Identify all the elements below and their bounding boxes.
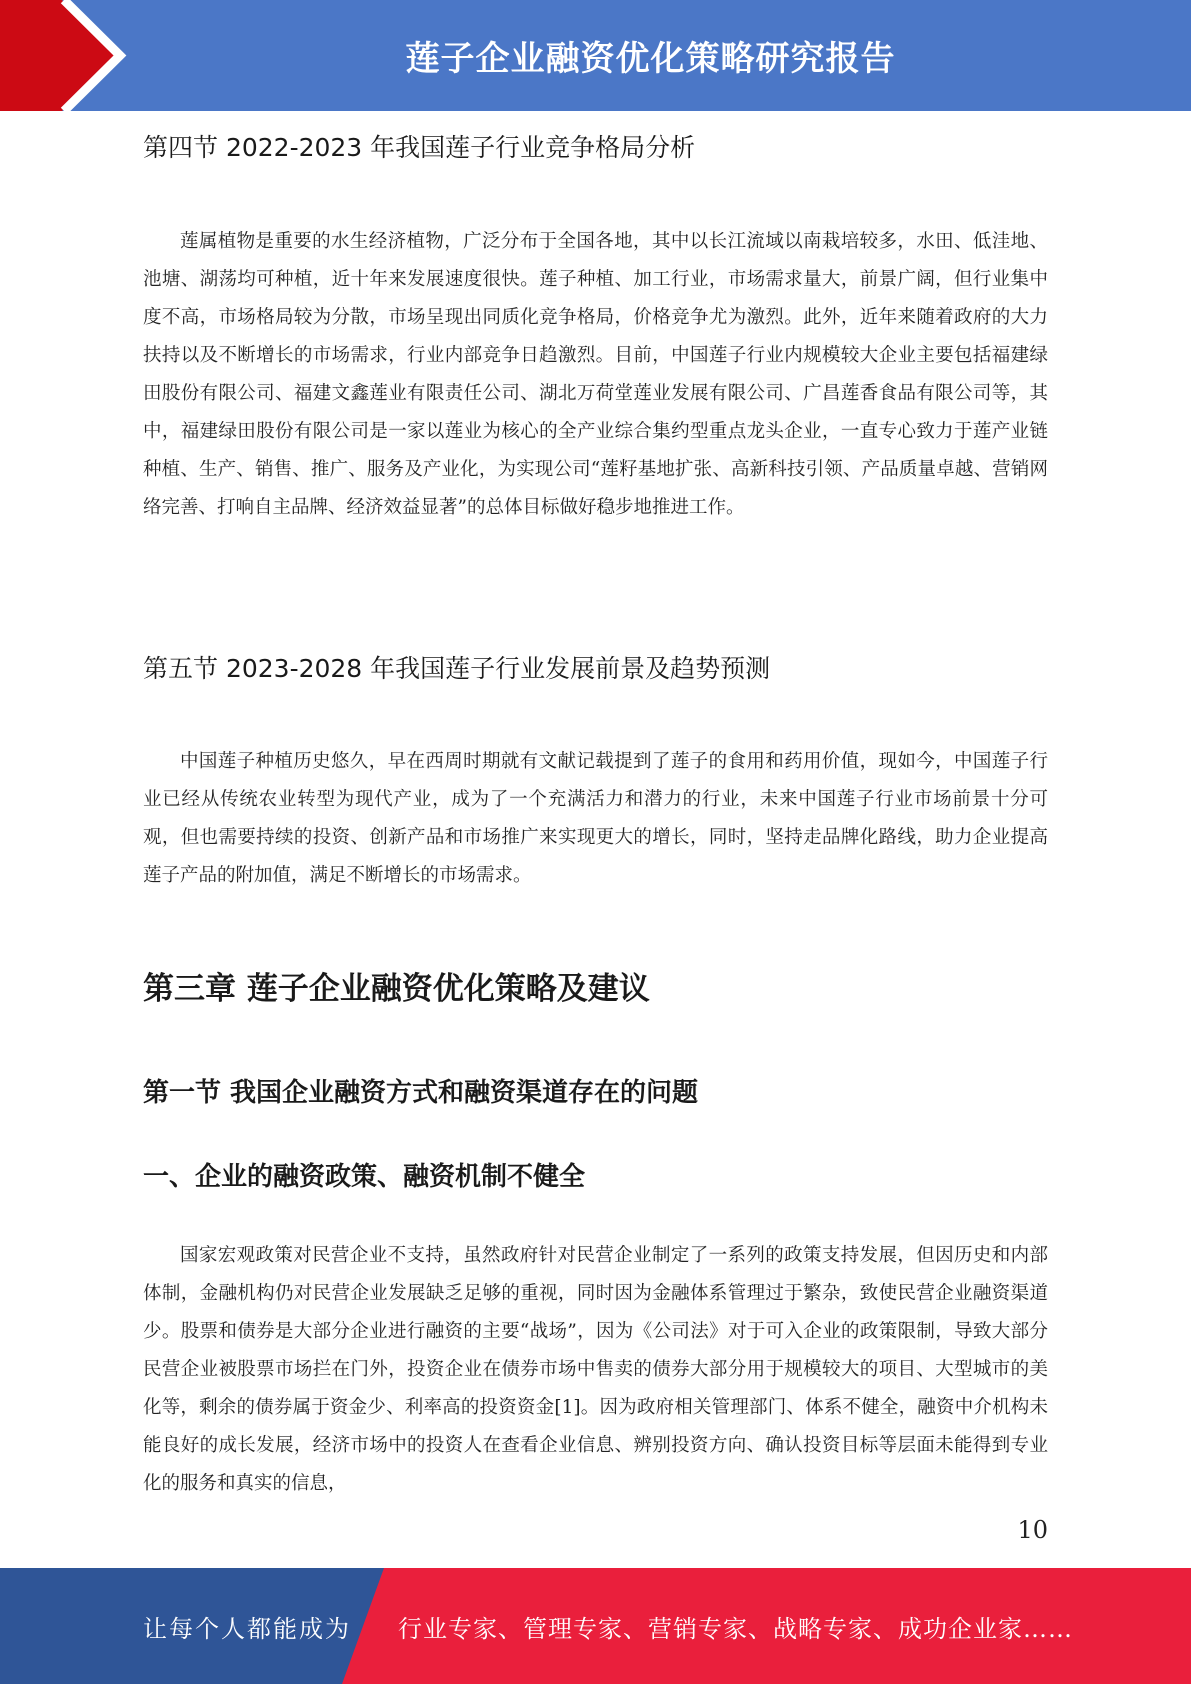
subsection-1-paragraph: 国家宏观政策对民营企业不支持，虽然政府针对民营企业制定了一系列的政策支持发展，但因历史和内部体制，金融机构仍对民营企业发展缺乏足够的重视，同时因为金融体系管理过于繁杂，致使民营企业融资渠道少。股票和债券是大部分企业进行融资的主要“战场”，因为《公司法》对于可入企业的政策限制，导致大部分民营企业被股票市场拦在门外，投资企业在债券市场中售卖的债券大部分用于规模较大的项目、大型城市的美化等，剩余的债券属于资金少、利率高的投资资金[1]。因为政府相关管理部门、体系不健全，融资中介机构未能良好的成长发展，经济市场中的投资人在查看企业信息、辨别投资方向、确认投资目标等层面未能得到专业化的服务和真实的信息，	[143, 1245, 1048, 1494]
section-5-paragraph: 中国莲子种植历史悠久，早在西周时期就有文献记载提到了莲子的食用和药用价值，现如今，中国莲子行业已经从传统农业转型为现代产业，成为了一个充满活力和潜力的行业，未来中国莲子行业市场前景十分可观，但也需要持续的投资、创新产品和市场推广来实现更大的增长，同时，坚持走品牌化路线，助力企业提高莲子产品的附加值，满足不断增长的市场需求。	[143, 751, 1048, 886]
page-number: 10	[1017, 1516, 1048, 1544]
section-4-heading: 第四节 2022-2023 年我国莲子行业竞争格局分析	[143, 133, 696, 162]
chapter-3-section-1-heading: 第一节 我国企业融资方式和融资渠道存在的问题	[143, 1078, 699, 1108]
section-5-heading: 第五节 2023-2028 年我国莲子行业发展前景及趋势预测	[143, 654, 771, 683]
subsection-1-heading: 一、企业的融资政策、融资机制不健全	[143, 1162, 586, 1192]
page-header	[0, 0, 1191, 111]
footer-slogan-right: 行业专家、管理专家、营销专家、战略专家、成功企业家……	[398, 1614, 1073, 1643]
header-red-arrow-icon	[0, 0, 150, 111]
footer-slogan-left: 让每个人都能成为	[143, 1614, 351, 1643]
section-4-paragraph: 莲属植物是重要的水生经济植物，广泛分布于全国各地，其中以长江流域以南栽培较多，水田、低洼地、池塘、湖荡均可种植，近十年来发展速度很快。莲子种植、加工行业，市场需求量大，前景广阔，但行业集中度不高，市场格局较为分散，市场呈现出同质化竞争格局，价格竞争尤为激烈。此外，近年来随着政府的大力扶持以及不断增长的市场需求，行业内部竞争日趋激烈。目前，中国莲子行业内规模较大企业主要包括福建绿田股份有限公司、福建文鑫莲业有限责任公司、湖北万荷堂莲业发展有限公司、广昌莲香食品有限公司等，其中，福建绿田股份有限公司是一家以莲业为核心的全产业综合集约型重点龙头企业，一直专心致力于莲产业链种植、生产、销售、推广、服务及产业化，为实现公司“莲籽基地扩张、高新科技引领、产品质量卓越、营销网络完善、打响自主品牌、经济效益显著”的总体目标做好稳步地推进工作。	[143, 231, 1048, 518]
page-footer	[0, 1568, 1191, 1684]
report-title: 莲子企业融资优化策略研究报告	[405, 39, 896, 79]
chapter-3-heading: 第三章 莲子企业融资优化策略及建议	[143, 971, 650, 1007]
